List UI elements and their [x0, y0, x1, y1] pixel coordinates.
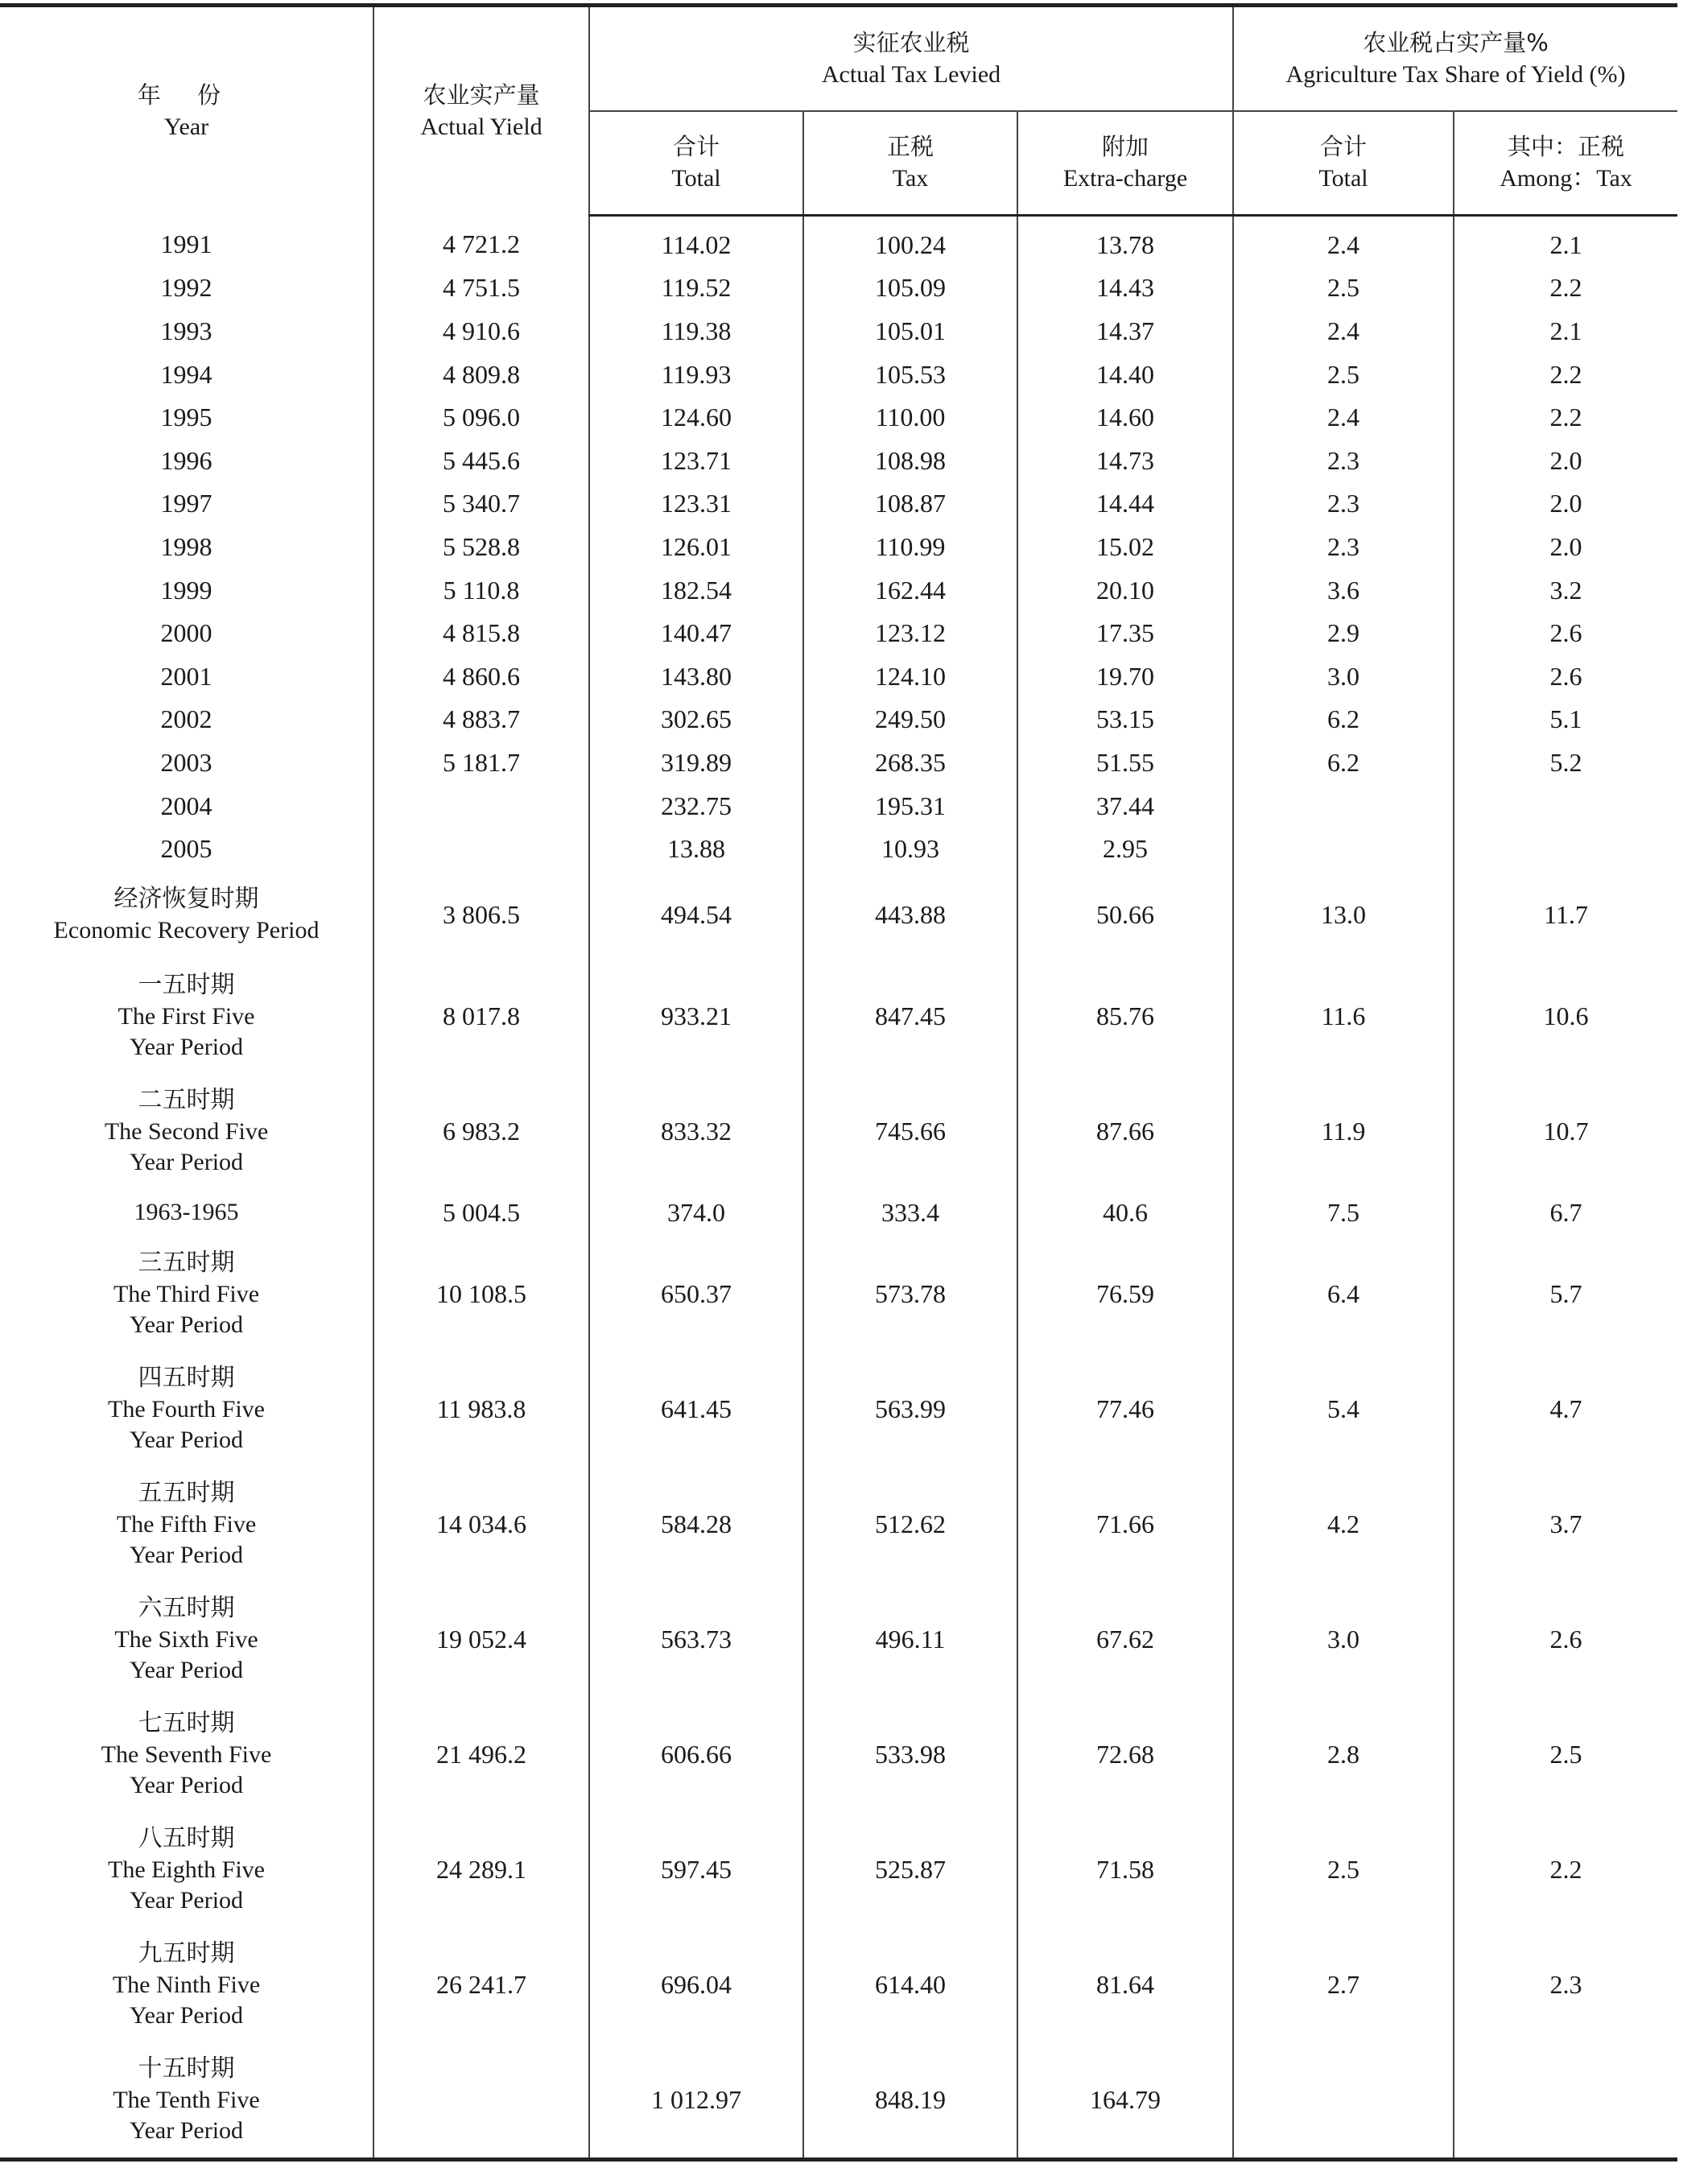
- tax-main-cell: 110.00: [803, 395, 1017, 439]
- header-tax-extra: [1017, 111, 1233, 216]
- tax-main-cell: 614.40: [803, 1927, 1017, 2042]
- header-year-en: Year: [163, 114, 209, 141]
- tax-main-cell: 124.10: [803, 654, 1017, 698]
- tax-total-cell: 119.38: [589, 309, 803, 353]
- share-tax-cell: 2.3: [1454, 1927, 1677, 2042]
- share-tax-cell: 2.0: [1454, 525, 1677, 568]
- share-total-cell: [1233, 827, 1454, 870]
- period-label-cell: [0, 1927, 373, 2042]
- share-tax-cell: 2.1: [1454, 216, 1677, 266]
- period-row: [0, 1582, 1677, 1697]
- header-tax-group-zh: 实征农业税: [852, 28, 970, 56]
- share-total-cell: 2.3: [1233, 482, 1454, 526]
- period-row: [0, 1927, 1677, 2042]
- period-name-en: The Fifth Five: [116, 1511, 257, 1538]
- yield-cell: 10 108.5: [373, 1237, 589, 1352]
- tax-total-cell: 833.32: [589, 1074, 803, 1189]
- tax-extra-cell: 85.76: [1017, 959, 1233, 1074]
- share-total-cell: 2.8: [1233, 1697, 1454, 1812]
- year-cell: 2003: [160, 747, 212, 777]
- header-tax-main: [803, 111, 1017, 216]
- table-row: [0, 741, 1677, 784]
- tax-total-cell: 232.75: [589, 784, 803, 828]
- yield-cell: 4 809.8: [373, 353, 589, 396]
- share-tax-cell: 5.2: [1454, 741, 1677, 784]
- period-name-en-line2: Year Period: [129, 1887, 244, 1914]
- tax-total-cell: 650.37: [589, 1237, 803, 1352]
- year-cell: 1999: [160, 575, 212, 605]
- period-name-en: The Seventh Five: [101, 1741, 272, 1769]
- tax-main-cell: 443.88: [803, 870, 1017, 959]
- share-tax-cell: 2.2: [1454, 395, 1677, 439]
- period-label-cell: [0, 1352, 373, 1467]
- year-cell: 1997: [160, 489, 212, 518]
- share-total-cell: [1233, 2042, 1454, 2160]
- period-label-cell: [0, 1074, 373, 1189]
- share-tax-cell: 2.6: [1454, 654, 1677, 698]
- period-name-zh: 九五时期: [138, 1939, 235, 1968]
- yield-cell: 8 017.8: [373, 959, 589, 1074]
- share-tax-cell: 10.7: [1454, 1074, 1677, 1189]
- tax-main-cell: 108.98: [803, 439, 1017, 482]
- tax-main-cell: 105.01: [803, 309, 1017, 353]
- year-cell: 1995: [160, 403, 212, 432]
- tax-extra-cell: 77.46: [1017, 1352, 1233, 1467]
- tax-total-cell: 182.54: [589, 568, 803, 612]
- yield-cell: 5 340.7: [373, 482, 589, 526]
- period-label-cell: [0, 1697, 373, 1812]
- year-cell: 1996: [160, 445, 212, 475]
- period-row: [0, 1467, 1677, 1582]
- share-total-cell: 2.4: [1233, 395, 1454, 439]
- year-cell: 2000: [160, 618, 212, 648]
- share-tax-cell: 5.7: [1454, 1237, 1677, 1352]
- period-row: [0, 870, 1677, 959]
- share-tax-cell: 3.2: [1454, 568, 1677, 612]
- tax-total-cell: 696.04: [589, 1927, 803, 2042]
- tax-total-cell: 1 012.97: [589, 2042, 803, 2160]
- tax-total-cell: 494.54: [589, 870, 803, 959]
- tax-extra-cell: 14.37: [1017, 309, 1233, 353]
- tax-main-cell: 496.11: [803, 1582, 1017, 1697]
- share-tax-cell: 3.7: [1454, 1467, 1677, 1582]
- table-body: [0, 216, 1677, 2160]
- period-row: [0, 1697, 1677, 1812]
- period-name-en: The Third Five: [113, 1281, 260, 1308]
- tax-total-cell: 143.80: [589, 654, 803, 698]
- header-share-total: [1233, 111, 1454, 216]
- yield-cell: 4 721.2: [373, 216, 589, 266]
- header-share-among-en: Among：Tax: [1500, 165, 1632, 192]
- table-row: [0, 525, 1677, 568]
- tax-extra-cell: 14.60: [1017, 395, 1233, 439]
- tax-main-cell: 123.12: [803, 611, 1017, 654]
- table-row: [0, 266, 1677, 310]
- tax-total-cell: 123.71: [589, 439, 803, 482]
- table-row: [0, 216, 1677, 266]
- tax-extra-cell: 13.78: [1017, 216, 1233, 266]
- share-total-cell: 4.2: [1233, 1467, 1454, 1582]
- share-tax-cell: [1454, 827, 1677, 870]
- table-row: [0, 439, 1677, 482]
- share-tax-cell: 10.6: [1454, 959, 1677, 1074]
- tax-main-cell: 162.44: [803, 568, 1017, 612]
- yield-cell: 5 445.6: [373, 439, 589, 482]
- period-name-en: The Tenth Five: [113, 2087, 260, 2114]
- yield-cell: 4 910.6: [373, 309, 589, 353]
- period-name-zh: 八五时期: [138, 1824, 235, 1853]
- year-cell: 1992: [160, 273, 212, 303]
- table-row: [0, 395, 1677, 439]
- yield-cell: 3 806.5: [373, 870, 589, 959]
- tax-extra-cell: 71.66: [1017, 1467, 1233, 1582]
- header-tax-extra-zh: 附加: [1102, 133, 1149, 161]
- year-cell: 1994: [160, 359, 212, 389]
- tax-extra-cell: 50.66: [1017, 870, 1233, 959]
- tax-total-cell: 119.93: [589, 353, 803, 396]
- header-tax-total-zh: 合计: [672, 133, 720, 161]
- period-name-en: The First Five: [118, 1003, 255, 1030]
- header-tax-group: [589, 6, 1233, 111]
- header-share-among: [1454, 111, 1677, 216]
- header-yield: [373, 6, 589, 216]
- period-name-en: The Eighth Five: [108, 1856, 265, 1884]
- header-share-total-en: Total: [1318, 165, 1368, 192]
- share-tax-cell: 4.7: [1454, 1352, 1677, 1467]
- tax-main-cell: 10.93: [803, 827, 1017, 870]
- tax-main-cell: 333.4: [803, 1189, 1017, 1237]
- share-tax-cell: 6.7: [1454, 1189, 1677, 1237]
- year-cell: 1993: [160, 316, 212, 345]
- header-share-total-zh: 合计: [1320, 133, 1368, 161]
- share-total-cell: 2.5: [1233, 266, 1454, 310]
- tax-total-cell: 126.01: [589, 525, 803, 568]
- agriculture-tax-table: [0, 3, 1677, 2162]
- share-tax-cell: 5.1: [1454, 698, 1677, 741]
- share-total-cell: 2.3: [1233, 439, 1454, 482]
- tax-extra-cell: 81.64: [1017, 1927, 1233, 2042]
- tax-extra-cell: 51.55: [1017, 741, 1233, 784]
- yield-cell: 6 983.2: [373, 1074, 589, 1189]
- share-total-cell: 13.0: [1233, 870, 1454, 959]
- tax-total-cell: 563.73: [589, 1582, 803, 1697]
- yield-cell: 4 860.6: [373, 654, 589, 698]
- period-label-cell: [0, 959, 373, 1074]
- table-row: [0, 309, 1677, 353]
- header-tax-main-zh: 正税: [886, 133, 934, 161]
- tax-extra-cell: 87.66: [1017, 1074, 1233, 1189]
- year-cell: 1991: [160, 229, 212, 259]
- tax-extra-cell: 76.59: [1017, 1237, 1233, 1352]
- header-year-zh: 年 份: [137, 81, 236, 109]
- share-total-cell: 6.2: [1233, 741, 1454, 784]
- period-name-zh: 五五时期: [138, 1479, 235, 1508]
- period-name-zh: 六五时期: [138, 1594, 235, 1623]
- period-name-zh: 十五时期: [138, 2054, 235, 2083]
- tax-main-cell: 745.66: [803, 1074, 1017, 1189]
- tax-extra-cell: 14.44: [1017, 482, 1233, 526]
- share-total-cell: 3.6: [1233, 568, 1454, 612]
- period-row: [0, 1237, 1677, 1352]
- period-label-cell: [0, 870, 373, 959]
- yield-cell: 5 181.7: [373, 741, 589, 784]
- header-tax-total-en: Total: [671, 165, 721, 192]
- share-tax-cell: 2.2: [1454, 266, 1677, 310]
- tax-extra-cell: 14.43: [1017, 266, 1233, 310]
- tax-extra-cell: 14.40: [1017, 353, 1233, 396]
- tax-total-cell: 597.45: [589, 1812, 803, 1927]
- tax-total-cell: 123.31: [589, 482, 803, 526]
- tax-main-cell: 108.87: [803, 482, 1017, 526]
- share-total-cell: 3.0: [1233, 1582, 1454, 1697]
- header-share-group-zh: 农业税占实产量%: [1363, 28, 1549, 56]
- share-total-cell: 6.2: [1233, 698, 1454, 741]
- tax-extra-cell: 71.58: [1017, 1812, 1233, 1927]
- period-name-en-line2: Year Period: [129, 1149, 244, 1176]
- table-row: [0, 568, 1677, 612]
- header-share-among-zh: 其中：正税: [1508, 133, 1625, 161]
- header-yield-zh: 农业实产量: [423, 81, 540, 109]
- header-share-group: [1233, 6, 1677, 111]
- period-name-en-line2: Year Period: [129, 1772, 244, 1799]
- header-tax-group-en: Actual Tax Levied: [821, 60, 1001, 88]
- period-name-zh: 二五时期: [138, 1086, 235, 1115]
- period-name-en: The Fourth Five: [108, 1396, 265, 1423]
- header-tax-extra-en: Extra-charge: [1062, 165, 1188, 192]
- period-name-en: The Sixth Five: [114, 1626, 258, 1654]
- period-name-zh: 一五时期: [138, 971, 235, 1000]
- tax-main-cell: 105.53: [803, 353, 1017, 396]
- tax-main-cell: 268.35: [803, 741, 1017, 784]
- tax-extra-cell: 72.68: [1017, 1697, 1233, 1812]
- share-total-cell: 3.0: [1233, 654, 1454, 698]
- period-name-en: Economic Recovery Period: [53, 916, 320, 943]
- period-name-en-line2: Year Period: [129, 1034, 244, 1061]
- year-cell: 2001: [160, 661, 212, 691]
- tax-total-cell: 933.21: [589, 959, 803, 1074]
- tax-total-cell: 641.45: [589, 1352, 803, 1467]
- tax-total-cell: 374.0: [589, 1189, 803, 1237]
- yield-cell: [373, 827, 589, 870]
- yield-cell: 11 983.8: [373, 1352, 589, 1467]
- share-total-cell: 5.4: [1233, 1352, 1454, 1467]
- yield-cell: 26 241.7: [373, 1927, 589, 2042]
- share-total-cell: 2.9: [1233, 611, 1454, 654]
- yield-cell: 4 883.7: [373, 698, 589, 741]
- tax-total-cell: 606.66: [589, 1697, 803, 1812]
- year-cell: 1998: [160, 531, 212, 561]
- share-tax-cell: [1454, 2042, 1677, 2160]
- share-tax-cell: 2.1: [1454, 309, 1677, 353]
- period-name-en-line2: Year Period: [129, 2002, 244, 2029]
- share-total-cell: 2.4: [1233, 309, 1454, 353]
- table-row: [0, 353, 1677, 396]
- table-row: [0, 654, 1677, 698]
- share-total-cell: 2.3: [1233, 525, 1454, 568]
- tax-extra-cell: 67.62: [1017, 1582, 1233, 1697]
- tax-total-cell: 13.88: [589, 827, 803, 870]
- period-label-cell: [0, 1237, 373, 1352]
- yield-cell: 4 815.8: [373, 611, 589, 654]
- yield-cell: 5 096.0: [373, 395, 589, 439]
- period-name-zh: 经济恢复时期: [113, 884, 259, 913]
- header-tax-total: [589, 111, 803, 216]
- yield-cell: [373, 784, 589, 828]
- tax-total-cell: 302.65: [589, 698, 803, 741]
- share-tax-cell: [1454, 784, 1677, 828]
- period-name-zh: 三五时期: [138, 1249, 235, 1278]
- yield-cell: 5 110.8: [373, 568, 589, 612]
- period-name-en: The Second Five: [104, 1118, 269, 1146]
- year-cell: 2005: [160, 834, 212, 864]
- share-total-cell: 7.5: [1233, 1189, 1454, 1237]
- tax-extra-cell: 164.79: [1017, 2042, 1233, 2160]
- share-tax-cell: 2.2: [1454, 1812, 1677, 1927]
- period-name-zh: 四五时期: [138, 1364, 235, 1393]
- yield-cell: 4 751.5: [373, 266, 589, 310]
- tax-main-cell: 573.78: [803, 1237, 1017, 1352]
- yield-cell: [373, 2042, 589, 2160]
- tax-main-cell: 847.45: [803, 959, 1017, 1074]
- tax-main-cell: 110.99: [803, 525, 1017, 568]
- share-tax-cell: 2.6: [1454, 1582, 1677, 1697]
- yield-cell: 14 034.6: [373, 1467, 589, 1582]
- share-total-cell: 2.4: [1233, 216, 1454, 266]
- table-header: [0, 6, 1677, 216]
- share-tax-cell: 2.5: [1454, 1697, 1677, 1812]
- tax-total-cell: 140.47: [589, 611, 803, 654]
- share-total-cell: 11.9: [1233, 1074, 1454, 1189]
- year-cell: 2002: [160, 704, 212, 734]
- yield-cell: 24 289.1: [373, 1812, 589, 1927]
- period-row: [0, 1189, 1677, 1237]
- tax-main-cell: 512.62: [803, 1467, 1017, 1582]
- period-name-en-line2: Year Period: [129, 1657, 244, 1684]
- tax-extra-cell: 14.73: [1017, 439, 1233, 482]
- period-label-cell: [0, 1812, 373, 1927]
- tax-total-cell: 114.02: [589, 216, 803, 266]
- tax-total-cell: 319.89: [589, 741, 803, 784]
- period-row: [0, 1812, 1677, 1927]
- period-row: [0, 2042, 1677, 2160]
- table-row: [0, 698, 1677, 741]
- period-label-cell: [0, 1467, 373, 1582]
- tax-main-cell: 105.09: [803, 266, 1017, 310]
- tax-extra-cell: 40.6: [1017, 1189, 1233, 1237]
- period-label-cell: [0, 1189, 373, 1237]
- tax-extra-cell: 17.35: [1017, 611, 1233, 654]
- period-label-cell: [0, 1582, 373, 1697]
- tax-extra-cell: 20.10: [1017, 568, 1233, 612]
- yield-cell: 19 052.4: [373, 1582, 589, 1697]
- period-row: [0, 959, 1677, 1074]
- share-total-cell: 2.5: [1233, 353, 1454, 396]
- share-total-cell: 2.7: [1233, 1927, 1454, 2042]
- period-row: [0, 1352, 1677, 1467]
- tax-main-cell: 848.19: [803, 2042, 1017, 2160]
- table-row: [0, 482, 1677, 526]
- share-total-cell: 6.4: [1233, 1237, 1454, 1352]
- tax-total-cell: 584.28: [589, 1467, 803, 1582]
- tax-extra-cell: 15.02: [1017, 525, 1233, 568]
- header-share-group-en: Agriculture Tax Share of Yield (%): [1285, 60, 1626, 88]
- yield-cell: 5 528.8: [373, 525, 589, 568]
- tax-main-cell: 100.24: [803, 216, 1017, 266]
- share-tax-cell: 11.7: [1454, 870, 1677, 959]
- tax-main-cell: 563.99: [803, 1352, 1017, 1467]
- yield-cell: 21 496.2: [373, 1697, 589, 1812]
- header-year: [0, 6, 373, 216]
- tax-extra-cell: 19.70: [1017, 654, 1233, 698]
- tax-main-cell: 525.87: [803, 1812, 1017, 1927]
- share-total-cell: 2.5: [1233, 1812, 1454, 1927]
- share-tax-cell: 2.0: [1454, 439, 1677, 482]
- tax-main-cell: 195.31: [803, 784, 1017, 828]
- period-name-en-line2: Year Period: [129, 1311, 244, 1339]
- tax-total-cell: 119.52: [589, 266, 803, 310]
- table-row: [0, 611, 1677, 654]
- period-name-zh: 七五时期: [138, 1709, 235, 1738]
- tax-extra-cell: 2.95: [1017, 827, 1233, 870]
- period-row: [0, 1074, 1677, 1189]
- period-name-en-line2: Year Period: [129, 2117, 244, 2145]
- table-row: [0, 784, 1677, 828]
- share-tax-cell: 2.6: [1454, 611, 1677, 654]
- period-name-en-line2: Year Period: [129, 1427, 244, 1454]
- tax-extra-cell: 37.44: [1017, 784, 1233, 828]
- tax-total-cell: 124.60: [589, 395, 803, 439]
- tax-main-cell: 533.98: [803, 1697, 1017, 1812]
- period-label-cell: [0, 2042, 373, 2160]
- year-cell: 2004: [160, 791, 212, 820]
- share-tax-cell: 2.0: [1454, 482, 1677, 526]
- share-tax-cell: 2.2: [1454, 353, 1677, 396]
- share-total-cell: [1233, 784, 1454, 828]
- tax-main-cell: 249.50: [803, 698, 1017, 741]
- period-name-en: The Ninth Five: [112, 1972, 261, 1999]
- yield-cell: 5 004.5: [373, 1189, 589, 1237]
- tax-extra-cell: 53.15: [1017, 698, 1233, 741]
- table-row: [0, 827, 1677, 870]
- period-name-en: 1963-1965: [134, 1199, 239, 1226]
- header-yield-en: Actual Yield: [420, 114, 543, 141]
- share-total-cell: 11.6: [1233, 959, 1454, 1074]
- period-name-en-line2: Year Period: [129, 1542, 244, 1569]
- header-tax-main-en: Tax: [892, 165, 929, 192]
